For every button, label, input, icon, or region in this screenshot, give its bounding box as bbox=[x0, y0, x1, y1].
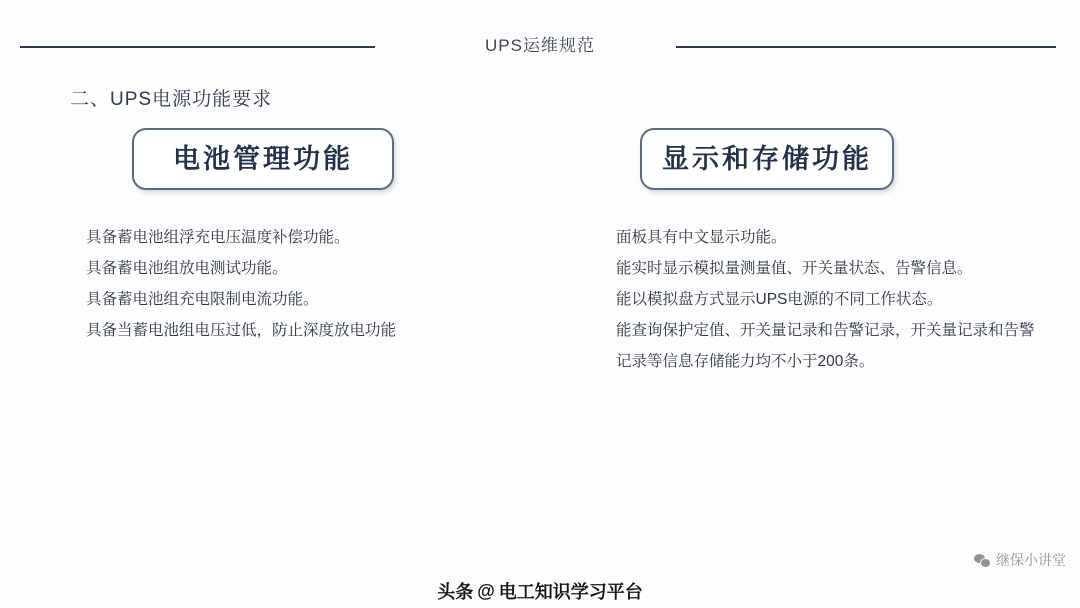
feature-list-left bbox=[86, 222, 510, 346]
feature-badge-label: 电池管理功能 bbox=[173, 144, 353, 174]
content-column-right bbox=[570, 128, 1040, 377]
page-title: UPS运维规范 bbox=[485, 36, 595, 55]
list-item: 能查询保护定值、开关量记录和告警记录，开关量记录和告警记录等信息存储能力均不小于200条。 bbox=[616, 322, 1035, 370]
list-item: 能实时显示模拟量测量值、开关量状态、告警信息。 bbox=[616, 260, 973, 277]
feature-list-right bbox=[616, 222, 1040, 377]
wechat-icon bbox=[974, 554, 990, 567]
header-rule-right bbox=[676, 46, 1056, 48]
at-symbol: @ bbox=[477, 580, 495, 601]
list-item: 面板具有中文显示功能。 bbox=[616, 229, 787, 246]
feature-badge-label: 显示和存储功能 bbox=[662, 144, 872, 174]
list-item: 具备蓄电池组浮充电压温度补偿功能。 bbox=[86, 229, 350, 246]
slide-header bbox=[0, 18, 1080, 58]
list-item: 具备蓄电池组放电测试功能。 bbox=[86, 260, 288, 277]
section-heading: 二、UPS电源功能要求 bbox=[70, 89, 273, 110]
list-item: 能以模拟盘方式显示UPS电源的不同工作状态。 bbox=[616, 291, 943, 308]
list-item: 具备当蓄电池组电压过低，防止深度放电功能 bbox=[86, 322, 397, 339]
content-column-left bbox=[70, 128, 510, 346]
toutiao-label: 头条 bbox=[437, 582, 474, 602]
feature-badge-display-storage bbox=[640, 128, 894, 190]
platform-label: 电工知识学习平台 bbox=[498, 582, 643, 602]
watermark-brand bbox=[974, 550, 1066, 570]
footer-watermark bbox=[0, 574, 1080, 608]
feature-badge-battery-management bbox=[132, 128, 394, 190]
list-item: 具备蓄电池组充电限制电流功能。 bbox=[86, 291, 319, 308]
watermark-brand-label: 继保小讲堂 bbox=[996, 552, 1066, 568]
